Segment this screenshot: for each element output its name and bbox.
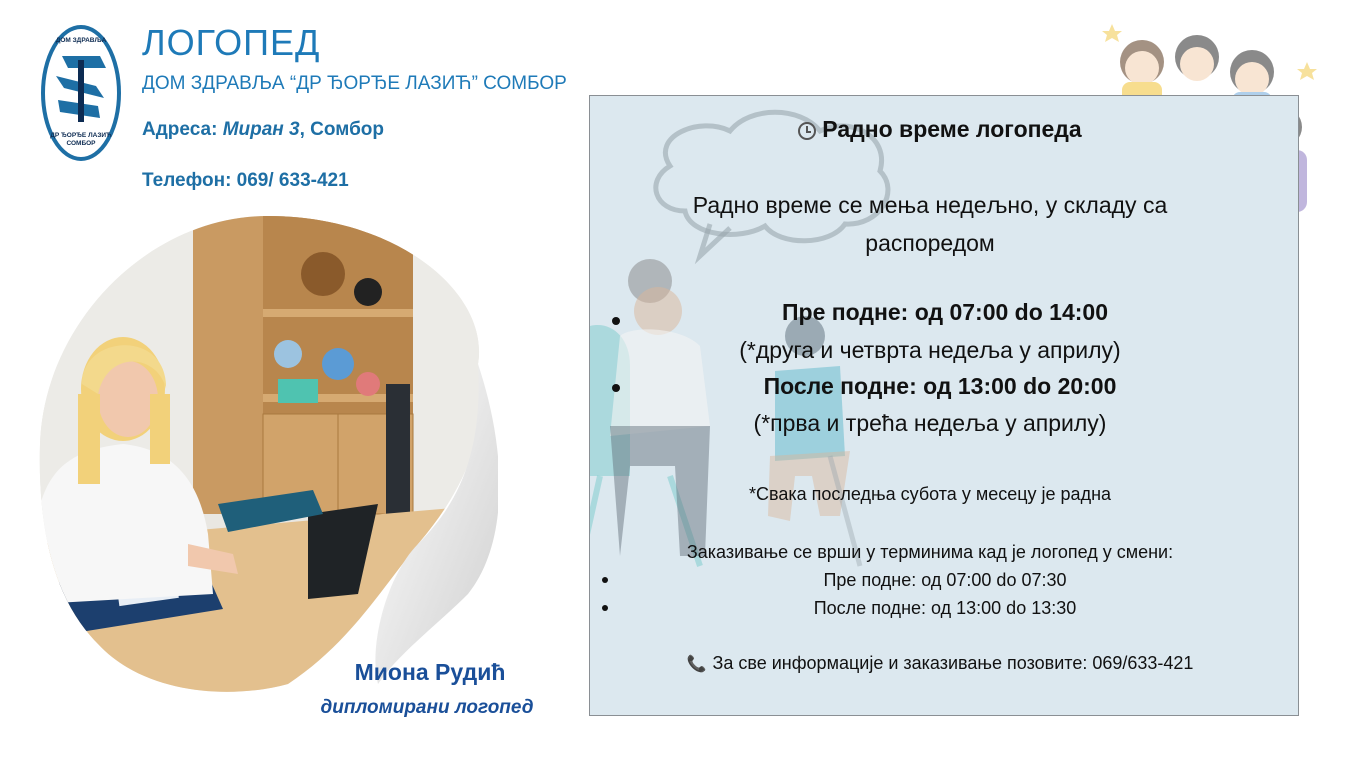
address-street: Миран 3: [222, 119, 300, 140]
therapist-role: дипломирани логопед: [320, 697, 534, 718]
address-city: , Сомбор: [299, 119, 385, 140]
bullet-icon: [612, 317, 620, 325]
hours-title-text: Радно време логопеда: [822, 116, 1082, 142]
schedule-panel: [589, 95, 1299, 716]
afternoon-hours: После подне: од 13:00 do 20:00: [763, 373, 1117, 399]
address-label: Адреса:: [142, 119, 223, 140]
address: [142, 119, 384, 141]
bullet-icon: [612, 384, 620, 392]
bullet-icon: [602, 605, 608, 611]
morning-note: (*друга и четврта недеља у априлу): [739, 337, 1121, 363]
logo-bottom-line-1: ДР ЂОРЂЕ ЛАЗИЋ: [50, 132, 112, 139]
clinic-name: ДОМ ЗДРАВЉА “ДР ЂОРЂЕ ЛАЗИЋ” СОМБОР: [142, 73, 567, 94]
logo-bottom-line-2: СОМБОР: [66, 140, 96, 147]
booking-slot-morning: Пре подне: од 07:00 do 07:30: [823, 570, 1067, 590]
afternoon-note: (*прва и трећа недеља у априлу): [753, 410, 1107, 436]
logo-bottom-text: [40, 132, 122, 148]
morning-hours: Пре подне: од 07:00 do 14:00: [782, 299, 1108, 325]
clinic-logo: [40, 24, 122, 162]
saturday-note: *Свака последња субота у месецу је радна: [748, 484, 1112, 504]
phone-number: Телефон: 069/ 633-421: [142, 170, 349, 191]
therapist-name: Миона Рудић: [354, 659, 506, 685]
logo-top-text: ДОМ ЗДРАВЉА: [55, 37, 107, 44]
therapist-photo: [38, 214, 498, 698]
hours-title: [730, 116, 1150, 143]
phone-icon: 📞: [686, 656, 707, 673]
booking-intro: Заказивање се врши у терминима кад је логопед у смени:: [686, 542, 1174, 562]
booking-slot-afternoon: После подне: од 13:00 do 13:30: [813, 598, 1077, 618]
hours-intro: Радно време се мења недељно, у складу са распоредом: [692, 192, 1168, 256]
page-title: ЛОГОПЕД: [142, 22, 321, 63]
contact-info: [620, 653, 1260, 674]
contact-text: За све информације и заказивање позовите: 069/633-421: [712, 653, 1194, 673]
clock-icon: [798, 122, 816, 140]
bullet-icon: [602, 577, 608, 583]
